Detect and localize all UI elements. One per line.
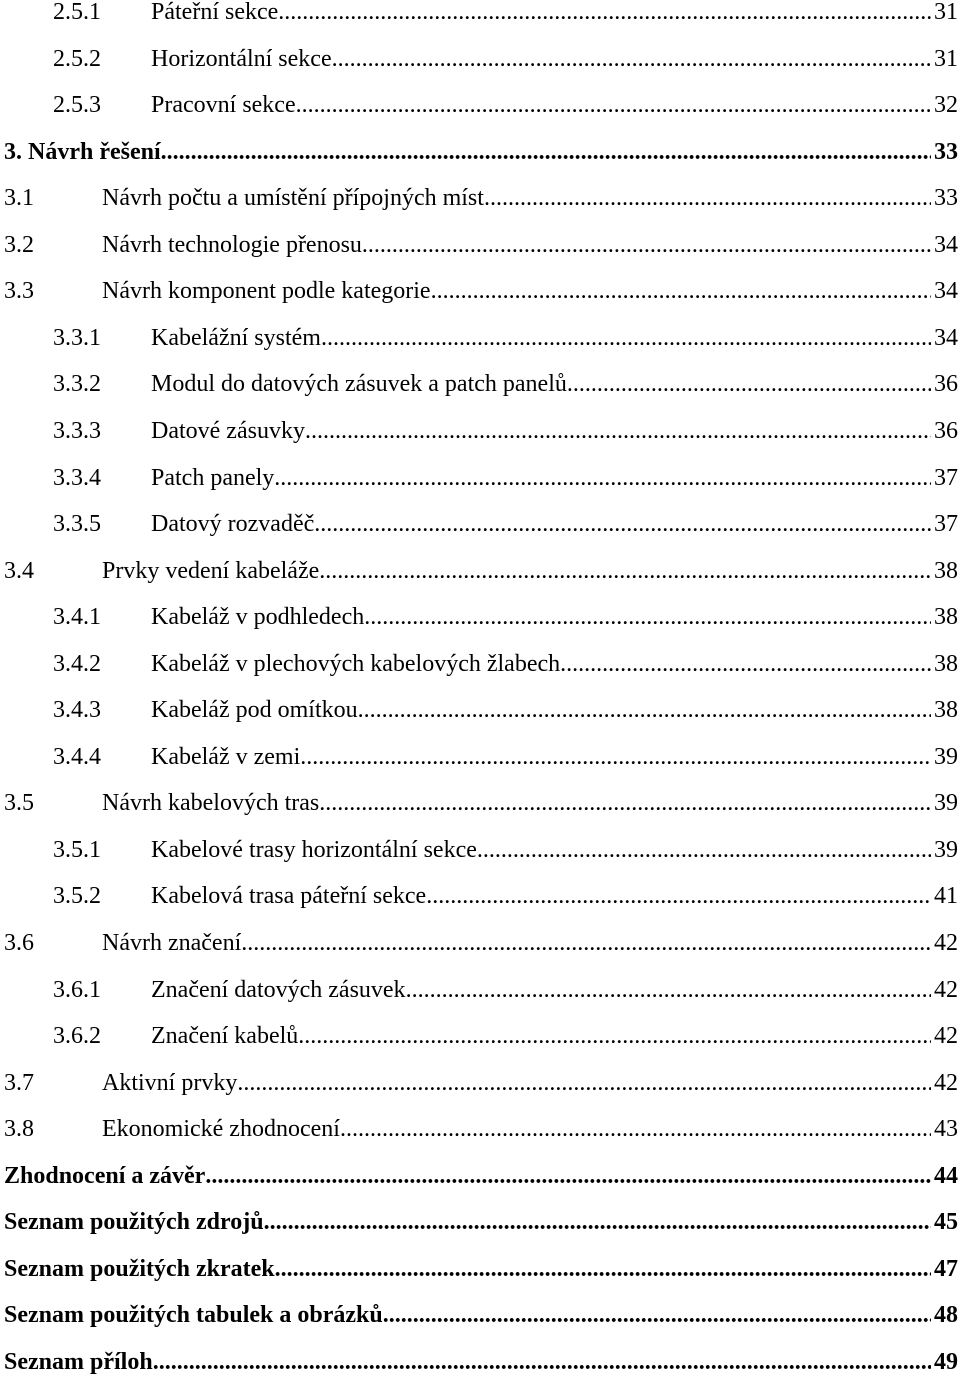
toc-entry-number: 3.5.1 [53, 836, 101, 863]
toc-leader-dots [241, 923, 931, 963]
toc-entry[interactable] [0, 225, 960, 265]
toc-entry[interactable] [0, 178, 960, 218]
toc-entry-title: Návrh počtu a umístění přípojných míst [102, 185, 484, 212]
toc-leader-dots [560, 644, 931, 684]
toc-entry-number: 3.3 [4, 278, 34, 305]
toc-entry-page-number: 36 [934, 417, 958, 444]
toc-entry[interactable] [0, 411, 960, 451]
toc-entry-number: 3.2 [4, 231, 34, 258]
toc-entry-title: Návrh technologie přenosu [102, 231, 362, 258]
toc-entry-page-number: 39 [934, 743, 958, 770]
toc-entry-title: Seznam použitých zkratek [4, 1255, 275, 1282]
toc-entry-number: 2.5.3 [53, 92, 101, 119]
toc-leader-dots [205, 1156, 931, 1196]
toc-leader-dots [484, 178, 931, 218]
toc-entry-number: 3.5.2 [53, 883, 101, 910]
toc-entry-page-number: 38 [934, 697, 958, 724]
toc-leader-dots [340, 1109, 931, 1149]
toc-leader-dots [161, 132, 931, 172]
toc-entry-title: Seznam použitých tabulek a obrázků [4, 1302, 383, 1329]
toc-leader-dots [406, 970, 931, 1010]
toc-entry-title: Kabelážní systém [151, 324, 321, 351]
toc-entry-page-number: 32 [934, 92, 958, 119]
toc-entry-title: Značení kabelů [151, 1023, 299, 1050]
toc-leader-dots [314, 504, 931, 544]
toc-entry-page-number: 34 [934, 324, 958, 351]
toc-entry-number: 2.5.2 [53, 45, 101, 72]
toc-entry-page-number: 39 [934, 790, 958, 817]
toc-entry-number: 3.7 [4, 1069, 34, 1096]
toc-entry[interactable] [0, 876, 960, 916]
toc-entry-title: Kabeláž v zemi [151, 743, 301, 770]
toc-entry-page-number: 36 [934, 371, 958, 398]
toc-entry-number: 3.4 [4, 557, 34, 584]
toc-leader-dots [567, 364, 931, 404]
toc-entry[interactable] [0, 0, 960, 32]
toc-entry-title: Návrh kabelových tras [102, 790, 320, 817]
toc-leader-dots [305, 411, 931, 451]
toc-entry-title: Páteřní sekce [151, 0, 279, 25]
toc-entry-title: Aktivní prvky [102, 1069, 238, 1096]
toc-entry-page-number: 37 [934, 464, 958, 491]
toc-entry-page-number: 33 [934, 185, 958, 212]
toc-entry[interactable] [0, 132, 960, 172]
toc-entry-title: Seznam příloh [4, 1348, 153, 1375]
toc-leader-dots [264, 1202, 931, 1242]
toc-entry[interactable] [0, 1156, 960, 1196]
toc-entry-page-number: 31 [934, 45, 958, 72]
toc-entry-page-number: 39 [934, 836, 958, 863]
toc-entry-page-number: 38 [934, 650, 958, 677]
toc-entry[interactable] [0, 318, 960, 358]
toc-entry[interactable] [0, 551, 960, 591]
toc-entry-page-number: 48 [934, 1302, 958, 1329]
toc-entry-number: 3.6 [4, 930, 34, 956]
toc-entry[interactable] [0, 970, 960, 1010]
toc-entry[interactable] [0, 1295, 960, 1335]
toc-leader-dots [274, 458, 931, 498]
toc-entry[interactable] [0, 1249, 960, 1289]
toc-entry-number: 3.3.2 [53, 371, 101, 398]
toc-entry-page-number: 31 [934, 0, 958, 25]
toc-entry[interactable] [0, 504, 960, 544]
toc-entry-number: 3.4.4 [53, 743, 101, 770]
toc-leader-dots [332, 39, 931, 79]
toc-leader-dots [237, 1063, 931, 1103]
toc-entry[interactable] [0, 458, 960, 498]
toc-entry-title: Značení datových zásuvek [151, 976, 406, 1003]
toc-entry-number: 3.3.1 [53, 324, 101, 351]
toc-leader-dots [364, 597, 931, 637]
toc-entry-title: Prvky vedení kabeláže [102, 557, 320, 584]
toc-entry[interactable] [0, 923, 960, 963]
toc-entry-page-number: 38 [934, 604, 958, 631]
toc-entry[interactable] [0, 644, 960, 684]
toc-leader-dots [296, 85, 931, 125]
toc-entry-page-number: 41 [934, 883, 958, 910]
toc-entry-number: 3.6.2 [53, 1023, 101, 1050]
toc-leader-dots [431, 271, 931, 311]
toc-entry-page-number: 47 [934, 1255, 958, 1282]
toc-entry[interactable] [0, 1342, 960, 1382]
toc-entry-title: Datové zásuvky [151, 417, 305, 444]
toc-entry-title: Patch panely [151, 464, 275, 491]
toc-entry-title: Datový rozvaděč [151, 511, 315, 538]
toc-entry-page-number: 34 [934, 231, 958, 258]
toc-leader-dots [319, 783, 931, 823]
toc-entry[interactable] [0, 597, 960, 637]
toc-leader-dots [275, 1249, 931, 1289]
toc-entry-title: Návrh řešení [28, 138, 161, 165]
toc-entry[interactable] [0, 85, 960, 125]
toc-leader-dots [319, 551, 931, 591]
toc-entry-page-number: 42 [934, 930, 958, 956]
toc-entry-number: 3.3.4 [53, 464, 101, 491]
toc-leader-dots [321, 318, 931, 358]
toc-entry-page-number: 44 [934, 1162, 958, 1189]
toc-entry[interactable] [0, 1109, 960, 1149]
toc-entry-title: Kabeláž v podhledech [151, 604, 365, 631]
toc-entry[interactable] [0, 1202, 960, 1242]
toc-entry-number: 3.6.1 [53, 976, 101, 1003]
toc-entry-number: 3. [4, 138, 22, 165]
toc-entry-page-number: 43 [934, 1116, 958, 1143]
toc-entry-title: Modul do datových zásuvek a patch panelů [151, 371, 567, 398]
toc-leader-dots [362, 225, 931, 265]
toc-entry-number: 3.4.3 [53, 697, 101, 724]
toc-leader-dots [300, 737, 931, 777]
toc-entry-page-number: 38 [934, 557, 958, 584]
toc-entry-title: Návrh komponent podle kategorie [102, 278, 431, 305]
toc-leader-dots [477, 830, 931, 870]
toc-entry-page-number: 33 [934, 138, 958, 165]
toc-entry-page-number: 45 [934, 1209, 958, 1236]
toc-entry[interactable] [0, 690, 960, 730]
toc-entry-title: Seznam použitých zdrojů [4, 1209, 264, 1236]
toc-entry-page-number: 42 [934, 976, 958, 1003]
toc-entry-page-number: 42 [934, 1023, 958, 1050]
toc-entry-number: 3.3.5 [53, 511, 101, 538]
toc-entry-number: 3.5 [4, 790, 34, 817]
toc-entry[interactable] [0, 1016, 960, 1056]
toc-leader-dots [383, 1295, 931, 1335]
toc-leader-dots [153, 1342, 931, 1382]
toc-entry-number: 3.4.1 [53, 604, 101, 631]
toc-entry-title: Kabelové trasy horizontální sekce [151, 836, 477, 863]
toc-entry[interactable] [0, 830, 960, 870]
toc-entry-number: 2.5.1 [53, 0, 101, 25]
toc-entry[interactable] [0, 39, 960, 79]
toc-entry-title: Ekonomické zhodnocení [102, 1116, 340, 1143]
toc-entry[interactable] [0, 271, 960, 311]
toc-leader-dots [278, 0, 931, 32]
toc-leader-dots [358, 690, 931, 730]
toc-entry-number: 3.4.2 [53, 650, 101, 677]
toc-entry-title: Pracovní sekce [151, 92, 296, 119]
toc-entry-title: Zhodnocení a závěr [4, 1162, 206, 1189]
toc-entry-title: Kabeláž v plechových kabelových žlabech [151, 650, 561, 677]
toc-entry[interactable] [0, 364, 960, 404]
toc-entry[interactable] [0, 1063, 960, 1103]
toc-entry-title: Horizontální sekce [151, 45, 332, 72]
toc-entry-page-number: 34 [934, 278, 958, 305]
toc-entry-number: 3.3.3 [53, 417, 101, 444]
toc-entry[interactable] [0, 737, 960, 777]
toc-leader-dots [426, 876, 931, 916]
toc-entry-number: 3.8 [4, 1116, 34, 1143]
toc-entry[interactable] [0, 783, 960, 823]
toc-entry-page-number: 42 [934, 1069, 958, 1096]
toc-entry-page-number: 37 [934, 511, 958, 538]
toc-entry-number: 3.1 [4, 185, 34, 212]
toc-entry-page-number: 49 [934, 1348, 958, 1375]
toc-entry-title: Návrh značení [102, 930, 242, 956]
toc-entry-title: Kabelová trasa páteřní sekce [151, 883, 427, 910]
toc-entry-title: Kabeláž pod omítkou [151, 697, 358, 724]
toc-leader-dots [298, 1016, 931, 1056]
